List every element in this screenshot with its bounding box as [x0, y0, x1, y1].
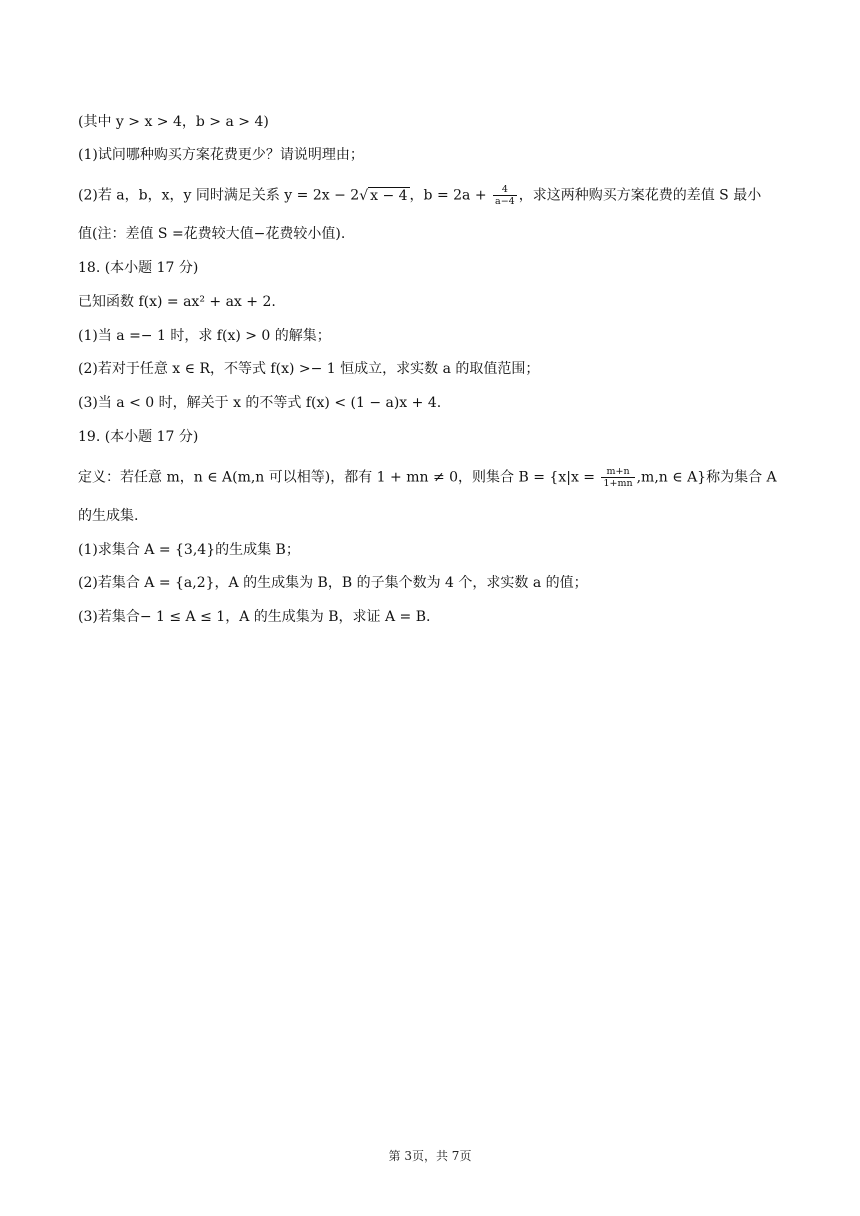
- fraction-numerator: 4: [493, 184, 517, 196]
- text-line-q18-stem: 已知函数 f(x) = ax² + ax + 2.: [78, 294, 276, 310]
- text-line-q17-2-cont: 值(注：差值 S =花费较大值−花费较小值).: [78, 226, 346, 242]
- fraction-m-plus-n-over-1-plus-mn: [601, 466, 634, 489]
- fraction-4-over-a-minus-4: [493, 184, 517, 207]
- text-line-q18-2: (2)若对于任意 x ∈ R，不等式 f(x) >− 1 恒成立，求实数 a 的取值范围；: [78, 361, 540, 377]
- q19-stem-part-b: ,m,n ∈ A}称为集合 A: [636, 469, 777, 486]
- text-line-q19-3: (3)若集合− 1 ≤ A ≤ 1，A 的生成集为 B，求证 A = B.: [78, 609, 431, 625]
- q17-2-part-c: ，求这两种购买方案花费的差值 S 最小: [518, 187, 762, 204]
- question-18-header: 18. (本小题 17 分): [78, 260, 199, 276]
- text-line-q17-1: (1)试问哪种购买方案花费更少？请说明理由；: [78, 147, 364, 163]
- sqrt-radicand: x − 4: [370, 187, 408, 204]
- fraction-numerator: m+n: [601, 466, 634, 478]
- q19-stem-part-a: 定义：若任意 m，n ∈ A(m,n 可以相等)，都有 1 + mn ≠ 0，则集合 B = {x|x =: [78, 469, 600, 486]
- q17-2-part-b: ，b = 2a +: [409, 187, 492, 204]
- text-line-q19-stem: [78, 466, 790, 489]
- page-footer: 第 3页，共 7页: [388, 1149, 472, 1163]
- text-line-q19-2: (2)若集合 A = {a,2}，A 的生成集为 B，B 的子集个数为 4 个，求实数 a 的值；: [78, 575, 588, 591]
- sqrt-expression: √ x − 4: [359, 187, 408, 204]
- text-line-q17-2: [78, 184, 790, 207]
- text-line-q18-1: (1)当 a =− 1 时，求 f(x) > 0 的解集；: [78, 328, 331, 344]
- fraction-denominator: 1+mn: [603, 478, 633, 489]
- text-line-q19-1: (1)求集合 A = {3,4}的生成集 B；: [78, 542, 300, 558]
- question-19-header: 19. (本小题 17 分): [78, 429, 199, 445]
- text-line-q19-stem-cont: 的生成集.: [78, 508, 139, 524]
- text-line-q18-3: (3)当 a < 0 时，解关于 x 的不等式 f(x) < (1 − a)x + 4.: [78, 395, 442, 411]
- text-line-condition: (其中 y > x > 4，b > a > 4): [78, 114, 269, 130]
- fraction-denominator: a−4: [495, 196, 515, 207]
- q17-2-part-a: (2)若 a，b，x，y 同时满足关系 y = 2x − 2: [78, 187, 360, 204]
